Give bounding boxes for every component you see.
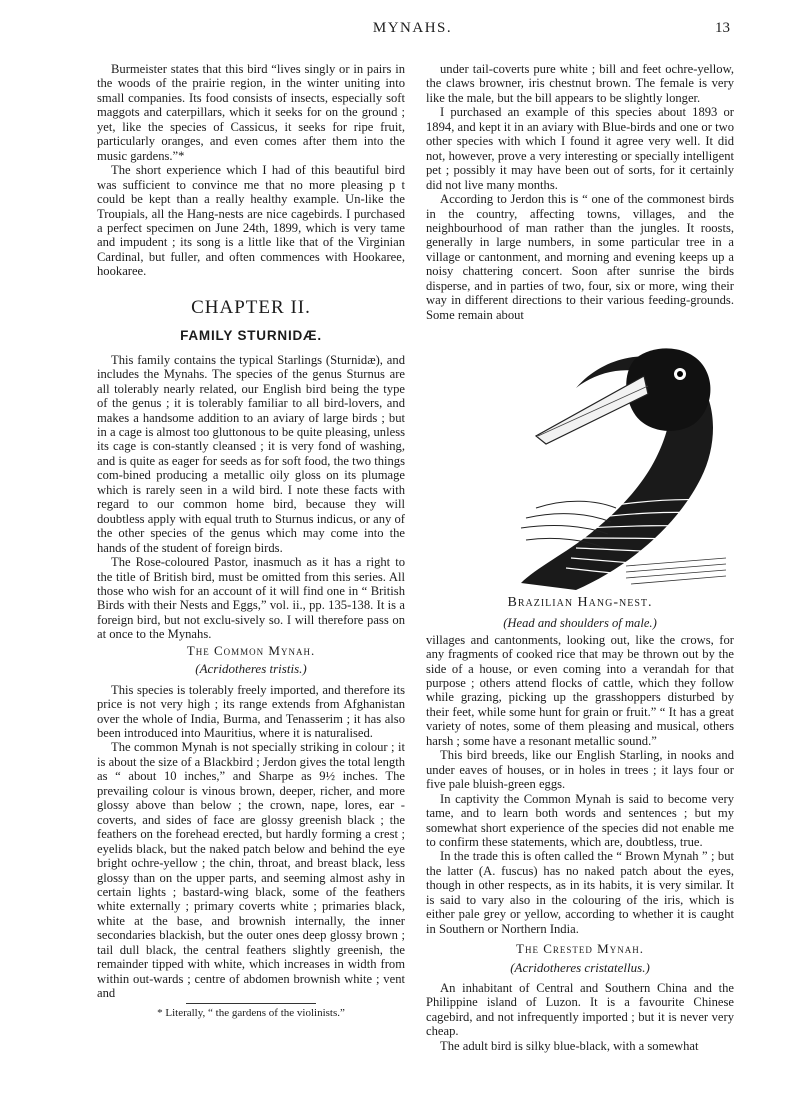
paragraph: The Rose-coloured Pastor, inasmuch as it has a right to the title of British bird, must be omitted from this series. All those who wish for an account of it will find one in “ British Birds with their Nests and Eggs,” vol. ii., pp. 135-138. It is a foreign bird, but not exclu-sively so. I will therefore pass on at once to the Mynahs. xyxy=(97,555,405,642)
left-column xyxy=(97,62,405,1020)
footnote-rule xyxy=(186,1003,316,1004)
paragraph: According to Jerdon this is “ one of the commonest birds in the country, affecting towns, villages, and the neighbourhood of man rather than the jungles. It roosts, generally in large numbers, in some particular tree in a village or cantonment, and morning and evening keeps up a noisy chattering concert. Soon after sunrise the birds disperse, and in parties of two, four, six or more, wing their way in different directions to their various feeding-grounds. Some remain about xyxy=(426,192,734,322)
paragraph: An inhabitant of Central and Southern China and the Philippine island of Luzon. It is a favourite Chinese cagebird, and not infrequently imported ; but it is never very cheap. xyxy=(426,981,734,1039)
page-number: 13 xyxy=(715,20,730,36)
paragraph: under tail-coverts pure white ; bill and feet ochre-yellow, the claws browner, iris chestnut brown. The female is very like the male, but the bill appears to be slightly longer. xyxy=(426,62,734,105)
family-title: FAMILY STURNIDÆ. xyxy=(180,328,322,344)
paragraph: I purchased an example of this species about 1893 or 1894, and kept it in an aviary with Blue-birds and one or two other species with which I found it agree very well. It did not, however, prove a very interesting or specially intelligent pet ; possibly it may have been out of sorts, for it certainly did not live many months. xyxy=(426,105,734,192)
figure-caption-title: Brazilian Hang-nest. xyxy=(507,595,653,611)
species-scientific-name: (Acridotheres cristatellus.) xyxy=(510,959,650,975)
paragraph: In the trade this is often called the “ Brown Mynah ” ; but the latter (A. fuscus) has no naked patch about the eyes, though in other respects, as in its habits, it is very similar. It is said to vary also in the colouring of the iris, which is either pale grey or yellow, according to whether it is caught in Southern or Northern India. xyxy=(426,849,734,936)
figure-caption-subtitle: (Head and shoulders of male.) xyxy=(503,616,657,631)
bird-illustration xyxy=(426,328,734,611)
paragraph: Burmeister states that this bird “lives singly or in pairs in the woods of the prairie region, in the winter uniting into small companies. Its food consists of insects, especially soft maggots and caterpillars, which it seeks for on the ground ; yet, like the species of Cassicus, it seeks for ripe fruit, particularly oranges, and even comes after them into the music gardens.”* xyxy=(97,62,405,163)
paragraph: The common Mynah is not specially striking in colour ; it is about the size of a Blackbird ; Jerdon gives the total length as “ about 10 inches,” and Sharpe as 9½ inches. The prevailing colour is vinous brown, deeper, richer, and more glossy above than below ; the crown, nape, lores, ear - coverts, and sides of face are glossy greenish black ; the feathers on the forehead erected, but hardly forming a crest ; eyelids black, but the naked patch below and behind the eye bright ochre-yellow ; the chin, throat, and breast black, less glossy than on the upper parts, and seeming almost ashy in certain lights ; bastard-wing black, some of the feathers white externally ; primary coverts white ; primaries black, white at the base, and brownish internally, the inner secondaries blackish, but the outer ones deep glossy brown ; tail dull black, the central feathers slightly greenish, the remainder tipped with white, which increases in width from within out-wards ; centre of abdomen brownish white ; vent and xyxy=(97,740,405,1001)
footnote: * Literally, “ the gardens of the violinists.” xyxy=(157,1006,345,1019)
species-title: The Common Mynah. xyxy=(186,642,316,658)
species-title: The Crested Mynah. xyxy=(516,941,644,957)
chapter-title: CHAPTER II. xyxy=(191,296,311,318)
paragraph: villages and cantonments, looking out, like the crows, for any fragments of cooked rice that may be thrown out by the side of a house, or even coming into a verandah for that purpose ; others attend flocks of cattle, which they follow while grazing, picking up the grasshoppers disturbed by their feet, while some hunt for grain or fruit.” “ It has a great variety of notes, some of them pleasing and musical, others harsh ; some have a resonant metallic sound.” xyxy=(426,632,734,748)
paragraph: This family contains the typical Starlings (Sturnidæ), and includes the Mynahs. The species of the genus Sturnus are all tolerably nearly related, our English bird being the type of the genus ; it is tolerably familiar to all bird-lovers, and makes a handsome addition to an aviary of large birds ; but in a cage is almost too gluttonous to be quite pleasing, unless its cage is con-stantly cleansed ; it is very fond of washing, and is quite as eager for seeds as for soft food, the two things com-bined producing a metallic oily gloss on its plumage which is rarely seen in a wild bird. I note these facts with regard to our common home bird, because they will doubtless apply with equal truth to Sturnus indicus, or any of the other species of the genus which may come into the hands of the student of foreign birds. xyxy=(97,352,405,555)
paragraph: This bird breeds, like our English Starling, in nooks and under eaves of houses, or in holes in trees ; it lays four or five pale bluish-green eggs. xyxy=(426,748,734,792)
paragraph: The adult bird is silky blue-black, with a somewhat xyxy=(440,1038,699,1053)
hang-nest-head-drawing xyxy=(426,328,734,596)
species-scientific-name: (Acridotheres tristis.) xyxy=(195,661,307,677)
running-head xyxy=(95,20,730,44)
running-title: MYNAHS. xyxy=(372,20,453,36)
paragraph: The short experience which I had of this beautiful bird was sufficient to convince me that no more pleasing p t could be kept than a really healthy example. Un-like the Troupials, all the Hang-nests are nice cagebirds. I purchased a perfect specimen on June 24th, 1899, which is very tame and impudent ; its song is a little like that of the Virginian Cardinal, but fuller, and often commences with Hookaree, hookaree. xyxy=(97,163,405,279)
right-column xyxy=(426,62,734,1053)
paragraph: In captivity the Common Mynah is said to become very tame, and to learn both words and sentences ; but my somewhat short experience of the species did not enable me to confirm these statements, which are, doubtless, true. xyxy=(426,791,734,849)
paragraph: This species is tolerably freely imported, and therefore its price is not very high ; its range extends from Afghanistan over the whole of India, Burma, and Tenasserim ; it has also been introduced into Mauritius, where it is naturalised. xyxy=(97,682,405,741)
